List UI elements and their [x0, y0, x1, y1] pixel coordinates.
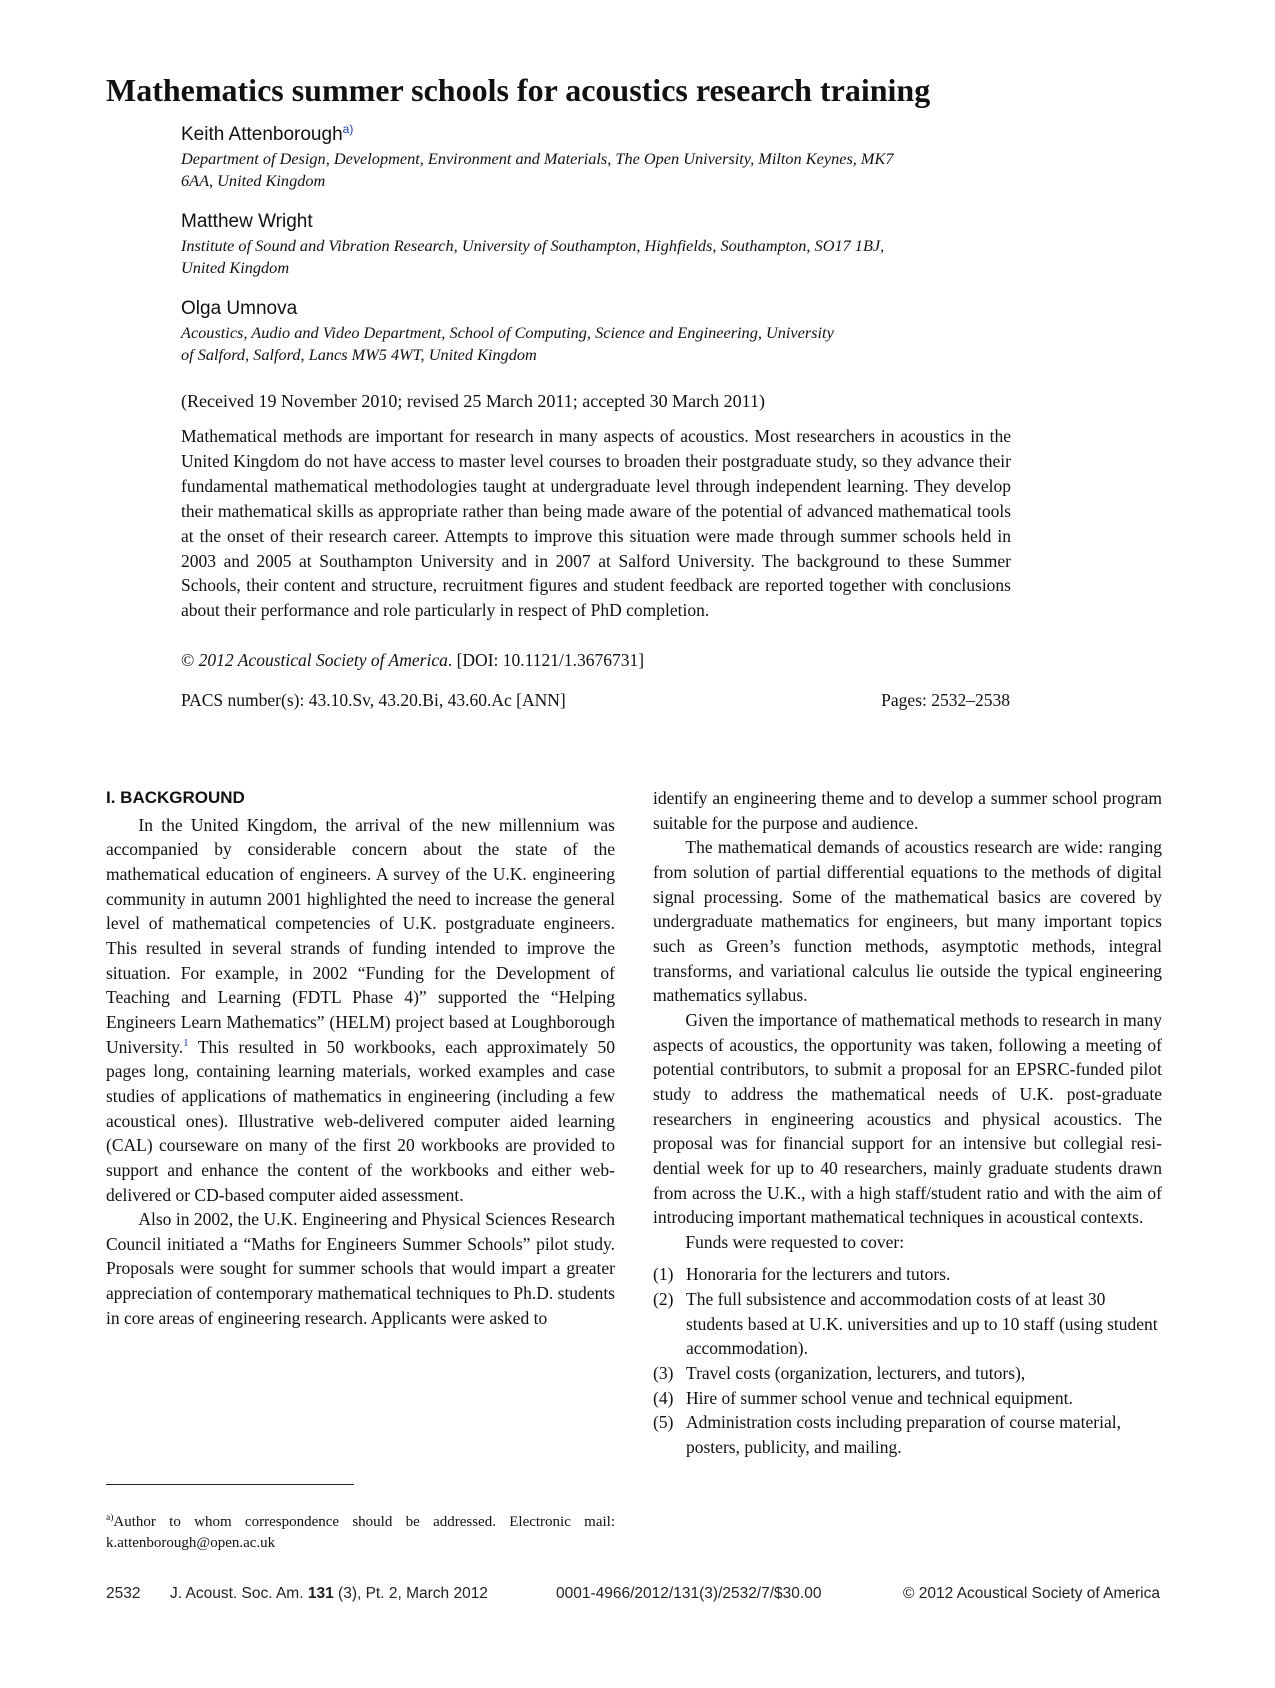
body-paragraph: The mathematical demands of acoustics research are wide: ranging from solution of partial differential equations to the methods of digital signal processing. Some of the mathematical basics are covered by undergraduate mathematics for engineers, but many important topics such as Green’s function methods, asymptotic methods, integral transforms, and variational calculus lie outside the typical engineering mathematics syllabus.	[653, 837, 1162, 1006]
list-item: (4) Hire of summer school venue and technical equipment.	[653, 1387, 1073, 1408]
page-range: Pages: 2532–2538	[881, 690, 1010, 710]
footer-copyright: © 2012 Acoustical Society of America	[903, 1585, 1160, 1602]
author-affiliation: Institute of Sound and Vibration Research, University of Southampton, Highfields, Southampton, SO17 1BJ, United Kingdom	[181, 236, 885, 277]
author-affiliation: Department of Design, Development, Environment and Materials, The Open University, Milton Keynes, MK7 6AA, United Kingdom	[181, 149, 894, 190]
list-item: (1) Honoraria for the lecturers and tutors.	[653, 1264, 951, 1285]
list-item: (5) Administration costs including preparation of course material, posters, publicity, and mailing.	[653, 1412, 1121, 1458]
doi[interactable]: . [DOI: 10.1121/1.3676731]	[447, 650, 645, 670]
body-paragraph: Also in 2002, the U.K. Engineering and Physical Sciences Research Council initiated a “Maths for Engineers Summer Schools” pilot study. Proposals were sought for summer schools that would impart a greater appreciation of contemporary mathematical techniques to Ph.D. students in core areas of engineering research. Applicants were asked to	[106, 1209, 615, 1328]
author-name: Olga Umnova	[181, 298, 298, 319]
author-name: Keith Attenborough$^{a)}$	[181, 122, 354, 145]
page-number: 2532	[106, 1585, 141, 1602]
author-affiliation: Acoustics, Audio and Video Department, School of Computing, Science and Engineering, University of Salford, Salford, Lancs MW5 4WT, United Kingdom	[181, 323, 834, 364]
left-column	[106, 786, 615, 1330]
footnote-marker: a)	[106, 1513, 114, 1523]
list-item: (3) Travel costs (organization, lecturers, and tutors),	[653, 1363, 1026, 1384]
citation-link[interactable]: 1	[183, 1036, 189, 1049]
author-footnote-marker[interactable]: a)	[342, 122, 354, 136]
pacs-numbers: PACS number(s): 43.10.Sv, 43.20.Bi, 43.60.Ac [ANN]	[181, 690, 566, 710]
abstract: Mathematical methods are important for research in many aspects of acoustics. Most researchers in acoustics in the United Kingdom do not have access to master level courses to broaden their postgraduate study, so they advance their fundamental mathematical methodologies taught at undergraduate level through independent learning. They develop their mathematical skills as appropriate rather than being made aware of the potential of advanced mathematical tools at the onset of their research career. Attempts to improve this situation were made through summer schools held in 2003 and 2005 at Southampton University and in 2007 at Salford University. The background to these Summer Schools, their content and structure, recruitment figures and student feedback are reported together with conclusions about their performance and role particularly in respect of PhD completion.	[181, 426, 1011, 621]
paper-title: Mathematics summer schools for acoustics research training	[106, 72, 931, 108]
list-item: (2) The full subsistence and accommodation costs of at least 30 students based at U.K. universities and up to 10 staff (using student accommodation).	[653, 1289, 1158, 1359]
body-paragraph: Given the importance of mathematical methods to research in many aspects of acoustics, the opportunity was taken, following a meeting of potential contributors, to submit a proposal for an EPSRC-funded pilot study to address the mathematical needs of U.K. post-graduate researchers in engineering acoustics and physical acoustics. The proposal was for financial support for an intensive but collegial residential week for up to 40 researchers, mainly graduate students drawn from across the U.K., with a high staff/student ratio and with the aim of introducing important mathematical techniques in acoustical contexts.	[653, 1009, 1162, 1228]
footnote-divider	[106, 1484, 354, 1485]
copyright-doi-line: © 2012 Acoustical Society of America. [DOI: 10.1121/1.3676731]	[181, 650, 645, 670]
issn-code: 0001-4966/2012/131(3)/2532/7/$30.00	[556, 1585, 822, 1602]
right-column	[653, 786, 1162, 1460]
footnote: $^{a)}$Author to whom correspondence should be addressed. Electronic mail: k.attenborough@open.ac.uk	[106, 1513, 615, 1551]
author-name: Matthew Wright	[181, 211, 313, 232]
funds-intro: Funds were requested to cover:	[685, 1231, 905, 1252]
funds-list	[653, 1262, 1162, 1459]
body-paragraph: In the United Kingdom, the arrival of the new millennium was accompanied by considerable concern about the state of the mathematical education of engineers. A survey of the U.K. engineering community in autumn 2001 highlighted the need to increase the general level of mathematical competencies of U.K. postgraduate engineers. This resulted in several strands of funding intended to improve the situation. For example, in 2002 “Funding for the Development of Teaching and Learning (FDTL Phase 4)” supported the “Helping Engineers Learn Mathematics” (HELM) project based at Loughborough University.$^1$ This resulted in 50 workbooks, each approximately 50 pages long, containing learning materials, worked examples and case studies of applications of mathematics in engineering (including a few acoustical ones). Illustrative web-delivered computer aided learning (CAL) courseware on many of the first 20 workbooks are provided to support and enhance the content of the workbooks and either web-delivered or CD-based computer aided assessment.	[106, 814, 615, 1205]
received-dates: (Received 19 November 2010; revised 25 March 2011; accepted 30 March 2011)	[181, 391, 765, 411]
body-paragraph: identify an engineering theme and to develop a summer school program suitable for the purpose and audience.	[653, 788, 1162, 833]
section-heading: I. BACKGROUND	[106, 788, 245, 807]
journal-citation: J. Acoust. Soc. Am. 131 (3), Pt. 2, March 2012	[170, 1585, 488, 1602]
